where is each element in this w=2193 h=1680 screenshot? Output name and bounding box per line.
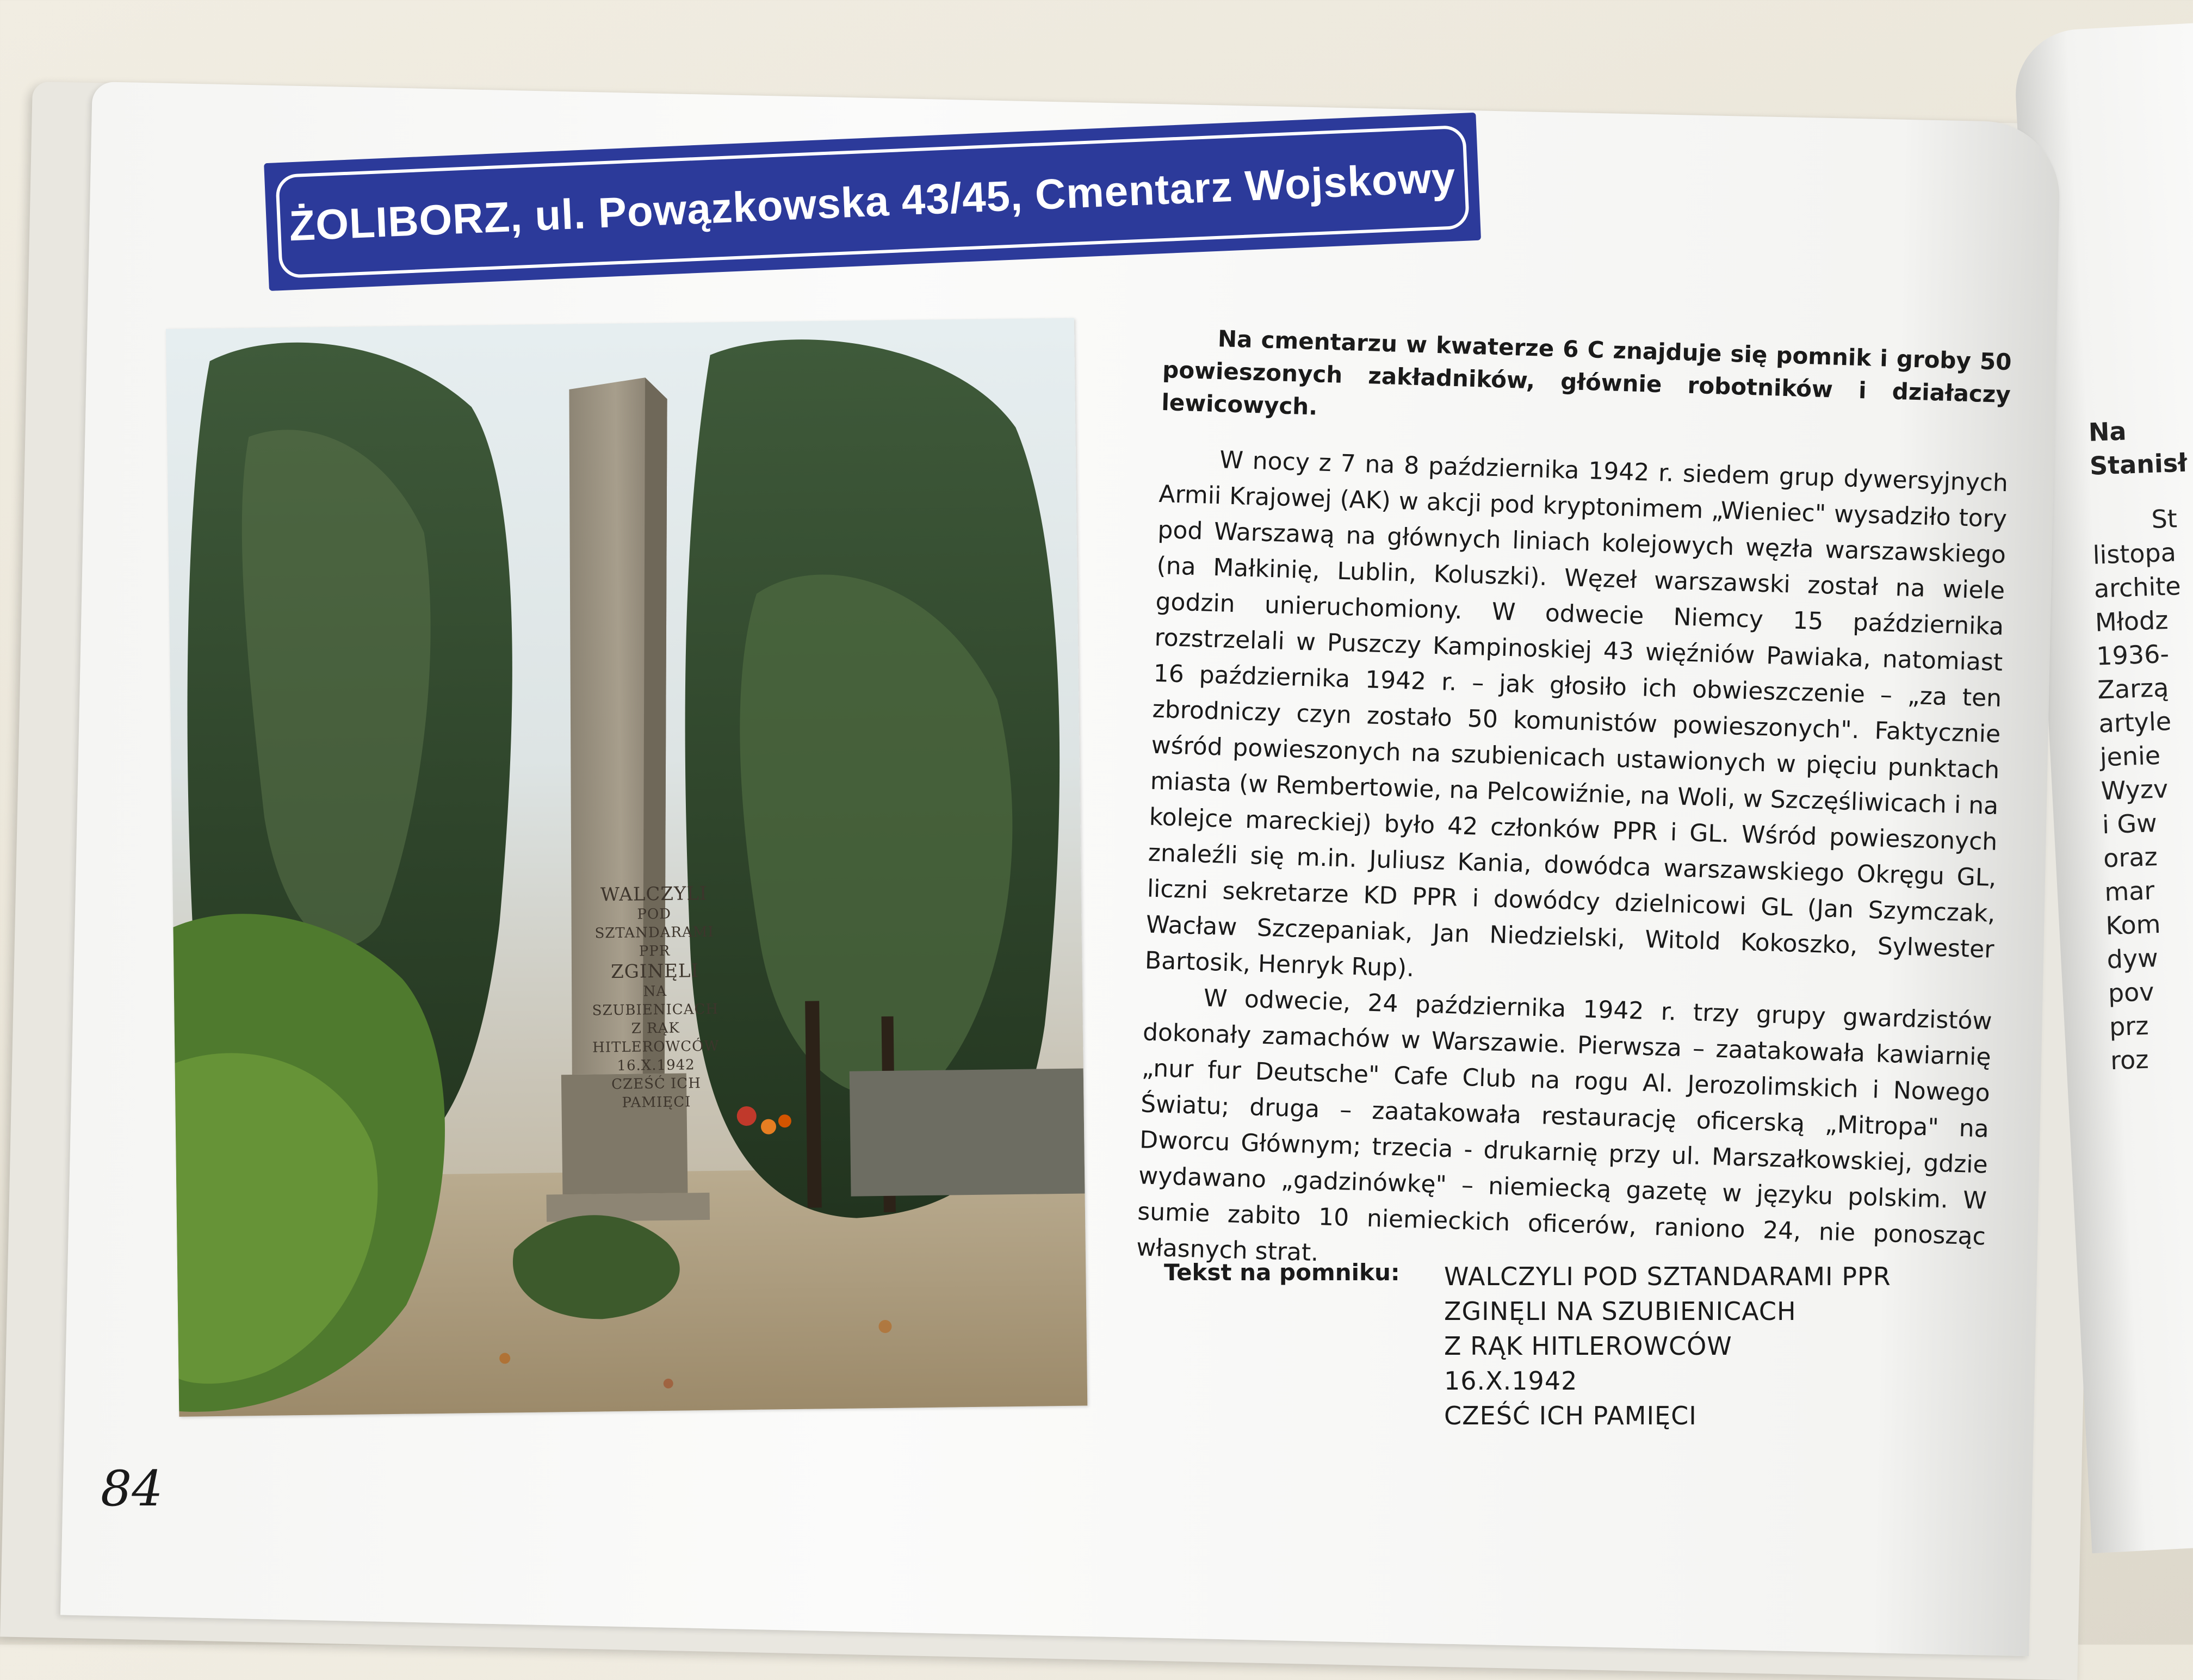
next-page-fragment: i Gw bbox=[2102, 808, 2158, 840]
next-page-fragment: pov bbox=[2107, 977, 2155, 1008]
page-number: 84 bbox=[101, 1460, 163, 1517]
next-page-fragment: dyw bbox=[2106, 943, 2159, 975]
inscription-line: CZEŚĆ ICH PAMIĘCI bbox=[611, 1075, 702, 1111]
next-page-fragment: mar bbox=[2104, 876, 2155, 907]
next-page-fragment: oraz bbox=[2103, 841, 2158, 873]
article-paragraph-1: W nocy z 7 na 8 października 1942 r. siedem grup dywersyjnych Armii Krajowej (AK) w akcji pod kryptonimem „Wieniec" wysadziło tory pod Warszawą na głównych liniach kolejowych węzła warszawskiego (na Małkinię, Lublin, Koluszki). Węzeł warszawski został na wiele godzin unieruchomiony. W odwecie Niemcy 15 października rozstrzelali w Puszczy Kampinoskiej 43 więźniów Pawiaka, natomiast 16 października 1942 r. – jak głosiło ich obwieszczenie – „za ten zbrodniczy czyn zostało 50 komunistów powieszonych". Faktycznie wśród powieszonych na szubienicach ustawionych w pięciu punktach miasta (w Rembertowie, na Pelcowiźnie, na Woli, w Szczęśliwicach i na kolejce mareckiej) było 42 członków PPR i GL. Wśród powieszonych znaleźli się m.in. Juliusz Kania, dowódca warszawskiego Okręgu GL, liczni sekretarze KD PPR i dowódcy dzielnicowi GL (Jan Szymczak, Wacław Szczepaniak, Jan Niedzielski, Witold Kokoszko, Sylwester Bartosik, Henryk Rup). bbox=[1144, 446, 2009, 983]
next-page-fragment: Zarzą bbox=[2097, 672, 2170, 705]
inscription-line: HITLEROWCÓW bbox=[592, 1038, 720, 1056]
monument-line: WALCZYLI POD SZTANDARAMI PPR bbox=[1444, 1262, 1891, 1291]
next-page-fragment: artyle bbox=[2098, 706, 2172, 739]
monument-text-label: Tekst na pomniku: bbox=[1164, 1259, 1400, 1286]
article-lead: Na cmentarzu w kwaterze 6 C znajduje się pomnik i groby 50 powieszonych zakładników, głównie robotników i działaczy lewicowych. bbox=[1161, 325, 2012, 420]
monument-inscription bbox=[577, 882, 734, 1112]
next-page-fragment: Kom bbox=[2105, 909, 2161, 941]
monument-line: ZGINĘLI NA SZUBIENICACH bbox=[1444, 1297, 1796, 1326]
next-page-fragment: roz bbox=[2110, 1044, 2149, 1076]
inscription-line: NA SZUBIENICACH bbox=[592, 983, 719, 1019]
next-page-fragment: archite bbox=[2093, 571, 2182, 604]
next-page-fragment: St bbox=[2151, 504, 2178, 534]
monument-text-lines bbox=[1444, 1259, 1891, 1433]
next-page-fragment: 1936- bbox=[2096, 638, 2170, 671]
monument-photo-art bbox=[166, 318, 1087, 1417]
next-page-fragment: Wyzv bbox=[2100, 774, 2169, 806]
next-page-fragment: prz bbox=[2109, 1011, 2149, 1042]
inscription-line: Z RĄK bbox=[631, 1020, 680, 1037]
inscription-line: 16.X.1942 bbox=[617, 1057, 695, 1074]
next-page-fragment: Stanisł bbox=[2089, 448, 2188, 481]
inscription-line: SZTANDARAMI bbox=[594, 923, 714, 942]
monument-line: CZEŚĆ ICH PAMIĘCI bbox=[1444, 1401, 1697, 1430]
monument-line: 16.X.1942 bbox=[1444, 1366, 1578, 1396]
monument-line: Z RĄK HITLEROWCÓW bbox=[1444, 1331, 1732, 1361]
banner-title: ŻOLIBORZ, ul. Powązkowska 43/45, Cmentarz Wojskowy bbox=[288, 153, 1457, 250]
inscription-line: PPR bbox=[639, 943, 671, 960]
inscription-line: ZGINĘLI bbox=[610, 960, 699, 983]
inscription-line: POD bbox=[637, 906, 672, 923]
next-page-fragment: Na bbox=[2087, 416, 2127, 447]
monument-photo bbox=[166, 318, 1087, 1417]
article-paragraph-2: W odwecie, 24 października 1942 r. trzy grupy gwardzistów dokonały zamachów w Warszawie. Pierwsza – zaatakowała kawiarnię „nur fur Deutsche" Cafe Club na rogu Al. Jerozolimskich i Nowego Światu; druga – zaatakowała restaurację oficerską „Mitropa" na Dworcu Głównym; trzecia - drukarnię przy ul. Marszałkowskiej, gdzie wydawano „gadzinówkę" – niemiecką gazetę w języku polskim. W sumie zabito 10 niemieckich oficerów, raniono 24, nie ponosząc własnych strat. bbox=[1136, 984, 1993, 1267]
inscription-line: WALCZYLI bbox=[600, 882, 708, 906]
next-page-fragment: listopa bbox=[2092, 537, 2177, 570]
article-text bbox=[1136, 321, 2012, 1291]
next-page-fragment: jenie bbox=[2099, 740, 2161, 772]
next-page-fragment: Młodz bbox=[2095, 605, 2169, 637]
